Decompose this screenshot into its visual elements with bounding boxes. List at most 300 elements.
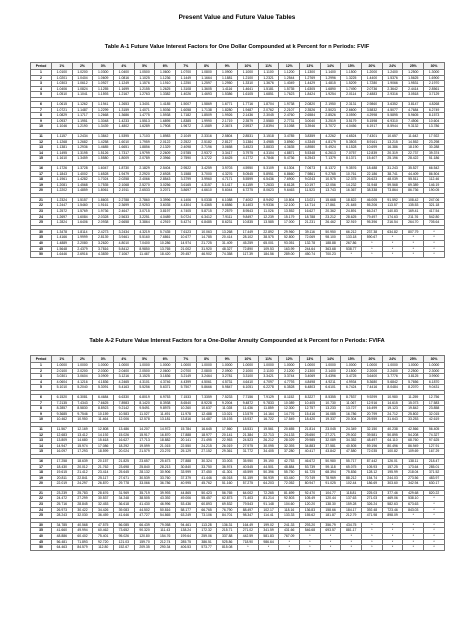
factor-cell: 24.215	[196, 443, 217, 449]
factor-cell: 4.6410	[238, 379, 259, 385]
factor-cell: 11.642	[403, 133, 424, 139]
factor-cell: 9.8975	[155, 406, 176, 412]
factor-cell: 10.980	[382, 394, 403, 400]
factor-cell: 1.3605	[196, 86, 217, 92]
factor-cell: 75.401	[93, 534, 114, 540]
factor-cell: 1.8061	[93, 188, 114, 194]
period-cell: 13	[31, 438, 52, 444]
factor-cell: 41.446	[196, 475, 217, 481]
factor-cell: 363.68	[320, 246, 341, 252]
table-a2	[30, 355, 445, 551]
factor-cell: 3.3744	[279, 374, 300, 380]
factor-cell: 9.9299	[362, 394, 383, 400]
factor-cell: 525.86	[217, 539, 238, 545]
factor-cell: 1.2625	[155, 86, 176, 92]
factor-cell: 4.2998	[362, 113, 383, 119]
period-cell: 35	[31, 235, 52, 241]
factor-cell: 218.47	[424, 458, 445, 464]
factor-cell: 293.20	[300, 522, 321, 528]
factor-cell: 237.38	[362, 229, 383, 235]
period-cell: 1	[31, 70, 52, 76]
factor-cell: 1.0609	[93, 75, 114, 81]
factor-cell: 12.916	[362, 400, 383, 406]
factor-cell: 6.2278	[258, 385, 279, 391]
period-cell: 20	[31, 188, 52, 194]
factor-cell: 32.089	[320, 438, 341, 444]
factor-cell: 55.457	[196, 496, 217, 502]
column-header: 15%	[341, 63, 362, 70]
factor-cell: 76.790	[217, 507, 238, 513]
factor-cell: 1.0000	[217, 363, 238, 369]
factor-cell: 55.511	[403, 177, 424, 183]
factor-cell: 16.645	[196, 426, 217, 432]
factor-cell: *	[403, 235, 424, 241]
factor-cell: 69.532	[217, 502, 238, 508]
factor-cell: 2.8526	[320, 113, 341, 119]
factor-cell: 109.53	[258, 246, 279, 252]
factor-cell: 1.0000	[155, 363, 176, 369]
factor-cell: 1.9254	[320, 92, 341, 98]
factor-cell: 2.4098	[176, 145, 197, 151]
factor-cell: 154.76	[155, 534, 176, 540]
column-header: 24%	[382, 356, 403, 363]
factor-cell: 11.436	[238, 406, 259, 412]
factor-cell: 2.1436	[238, 113, 259, 119]
factor-cell: 132.78	[300, 241, 321, 247]
factor-cell: 20.141	[217, 432, 238, 438]
factor-cell: 41.646	[114, 513, 135, 519]
factor-cell: *	[382, 235, 403, 241]
factor-cell: 5.0545	[238, 171, 259, 177]
factor-cell: 341.59	[258, 528, 279, 534]
factor-cell: 1.5395	[114, 133, 135, 139]
factor-cell: 2.3966	[155, 156, 176, 162]
factor-cell: 56.085	[114, 522, 135, 528]
factor-cell: 2.0300	[93, 368, 114, 374]
factor-cell: 406.53	[176, 545, 197, 551]
factor-cell: 271.03	[362, 496, 383, 502]
factor-cell: 56.765	[217, 490, 238, 496]
factor-cell: 8.2070	[403, 385, 424, 391]
factor-cell: 1.0303	[52, 81, 73, 87]
factor-cell: 32.015	[424, 411, 445, 417]
factor-cell: 4.1836	[93, 379, 114, 385]
factor-cell: 5.1598	[362, 118, 383, 124]
factor-cell: 17.560	[217, 426, 238, 432]
factor-cell: 1.5386	[217, 92, 238, 98]
factor-cell: 7.2135	[52, 400, 73, 406]
factor-cell: 9.2142	[114, 406, 135, 412]
factor-cell: 10.730	[320, 400, 341, 406]
factor-cell: 1.1881	[217, 75, 238, 81]
factor-cell: 31.409	[217, 241, 238, 247]
factor-cell: 60.462	[93, 528, 114, 534]
factor-cell: 92.720	[93, 539, 114, 545]
factor-cell: 23.414	[93, 470, 114, 476]
factor-cell: 1.2321	[258, 75, 279, 81]
factor-cell: 244.64	[300, 246, 321, 252]
factor-cell: 1.7317	[114, 150, 135, 156]
factor-cell: 28.102	[238, 235, 259, 241]
factor-cell: 1.8385	[176, 118, 197, 124]
factor-cell: 12.578	[134, 417, 155, 423]
factor-cell: 4.7684	[403, 107, 424, 113]
factor-cell: 98.100	[320, 235, 341, 241]
factor-cell: 26.019	[217, 443, 238, 449]
factor-cell: 1.0612	[72, 81, 93, 87]
factor-cell: 1.1941	[93, 101, 114, 107]
factor-cell: 29.960	[279, 229, 300, 235]
factor-cell: 24.891	[341, 209, 362, 215]
factor-cell: 59.196	[362, 443, 383, 449]
factor-cell: 3.7072	[320, 124, 341, 130]
factor-cell: 24.712	[382, 411, 403, 417]
factor-cell: 1.5460	[72, 203, 93, 209]
factor-cell: 8.6231	[217, 220, 238, 226]
factor-cell: 1.0406	[52, 86, 73, 92]
factor-cell: 3.0040	[300, 118, 321, 124]
column-header: Period	[31, 356, 52, 363]
factor-cell: 39.581	[362, 432, 383, 438]
factor-cell: 7.4506	[403, 118, 424, 124]
factor-cell: 11.067	[341, 400, 362, 406]
factor-cell: 2.4883	[362, 92, 383, 98]
factor-cell: 74.327	[424, 432, 445, 438]
factor-cell: 7.9129	[258, 394, 279, 400]
factor-cell: 14.680	[72, 438, 93, 444]
factor-cell: 109.69	[403, 449, 424, 455]
factor-cell: 4.6610	[196, 188, 217, 194]
factor-cell: 1.6010	[114, 139, 135, 145]
factor-cell: 3.8197	[155, 209, 176, 215]
factor-cell: 38.338	[362, 188, 383, 194]
factor-cell: 2.5633	[114, 214, 135, 220]
column-header: 12%	[279, 356, 300, 363]
factor-cell: 1.5007	[176, 101, 197, 107]
factor-cell: 30.324	[196, 458, 217, 464]
factor-cell: 3.1588	[176, 171, 197, 177]
factor-cell: 1.0400	[114, 70, 135, 76]
factor-cell: 73.652	[114, 528, 135, 534]
factor-cell: 10.286	[155, 241, 176, 247]
factor-cell: 6.6586	[217, 203, 238, 209]
factor-cell: 2.1000	[238, 368, 259, 374]
factor-cell: 7.0757	[341, 150, 362, 156]
factor-cell: 14.776	[279, 411, 300, 417]
factor-cell: 1.8856	[134, 145, 155, 151]
factor-cell: 64.002	[238, 490, 259, 496]
factor-cell: *	[362, 241, 383, 247]
factor-cell: 285.75	[176, 539, 197, 545]
factor-cell: 100.82	[382, 449, 403, 455]
factor-cell: 117.39	[238, 252, 259, 258]
period-cell: 4	[31, 379, 52, 385]
factor-cell: 21.384	[238, 432, 259, 438]
factor-cell: 1.5580	[93, 156, 114, 162]
factor-cell: 25.840	[134, 464, 155, 470]
factor-cell: 4.9934	[341, 379, 362, 385]
factor-cell: 18.420	[300, 417, 321, 423]
factor-cell: 225.03	[362, 490, 383, 496]
factor-cell: 1.7908	[155, 124, 176, 130]
factor-cell: 2.3000	[424, 368, 445, 374]
factor-cell: 2.1329	[155, 145, 176, 151]
factor-cell: 118.81	[341, 490, 362, 496]
factor-cell: 22.841	[72, 475, 93, 481]
factor-cell: 43.842	[320, 449, 341, 455]
factor-cell: 1.2763	[134, 92, 155, 98]
factor-cell: 1.9799	[134, 150, 155, 156]
factor-cell: 52.800	[279, 235, 300, 241]
factor-cell: *	[300, 534, 321, 540]
factor-cell: 72.890	[238, 246, 259, 252]
factor-cell: 146.19	[424, 182, 445, 188]
factor-cell: 15.416	[300, 411, 321, 417]
period-cell: 5	[31, 92, 52, 98]
factor-cell: 2.0700	[176, 368, 197, 374]
factor-cell: 31.969	[114, 490, 135, 496]
factor-cell: 12.169	[72, 426, 93, 432]
factor-cell: 120.20	[300, 502, 321, 508]
factor-cell: 3.2434	[114, 229, 135, 235]
factor-cell: 1.1249	[114, 81, 135, 87]
factor-cell: 1.7024	[93, 177, 114, 183]
period-cell: 15	[31, 449, 52, 455]
factor-cell: 10.761	[341, 171, 362, 177]
factor-cell: 1.1495	[52, 150, 73, 156]
factor-cell: 9.7833	[258, 400, 279, 406]
factor-cell: 1.0000	[403, 363, 424, 369]
factor-cell: 7.2633	[258, 182, 279, 188]
factor-cell: 5.0338	[196, 197, 217, 203]
factor-cell: 92.470	[300, 490, 321, 496]
table-a2-header-row	[31, 356, 445, 363]
factor-cell: 81.699	[279, 490, 300, 496]
factor-cell: 2.2788	[114, 197, 135, 203]
factor-cell: 1.9066	[382, 81, 403, 87]
factor-cell: 17.861	[320, 203, 341, 209]
factor-cell: 1.6305	[300, 86, 321, 92]
factor-cell: 2.5404	[155, 165, 176, 171]
column-header: 13%	[300, 63, 321, 70]
period-cell: 11	[31, 426, 52, 432]
period-cell: 10	[31, 124, 52, 130]
period-cell: 18	[31, 470, 52, 476]
factor-cell: 39.190	[258, 458, 279, 464]
factor-cell: 2.3642	[382, 86, 403, 92]
factor-cell: 1.1381	[52, 145, 73, 151]
factor-cell: 1.7490	[341, 86, 362, 92]
factor-cell: 29.778	[114, 481, 135, 487]
factor-cell: 1.0000	[52, 363, 73, 369]
factor-cell: *	[320, 539, 341, 545]
factor-cell: 91.148	[258, 502, 279, 508]
factor-cell: 13.816	[176, 417, 197, 423]
factor-cell: 17.000	[279, 220, 300, 226]
factor-cell: 2.0122	[155, 139, 176, 145]
factor-cell: 3.9703	[217, 165, 238, 171]
factor-cell: 23.698	[114, 464, 135, 470]
factor-cell: 1.7103	[134, 133, 155, 139]
column-header: 2%	[72, 356, 93, 363]
factor-cell: 13.585	[258, 220, 279, 226]
factor-cell: 1.8983	[155, 133, 176, 139]
factor-cell: 1.4693	[196, 92, 217, 98]
factor-cell: 18.488	[362, 165, 383, 171]
factor-cell: 630.17	[424, 481, 445, 487]
factor-cell: 32.393	[279, 443, 300, 449]
factor-cell: 573.77	[196, 545, 217, 551]
factor-cell: 1.7138	[196, 107, 217, 113]
factor-cell: 1.6446	[52, 252, 73, 258]
factor-cell: *	[258, 545, 279, 551]
factor-cell: 11.259	[403, 394, 424, 400]
factor-cell: 120.80	[134, 534, 155, 540]
factor-cell: 3.9960	[196, 177, 217, 183]
factor-cell: 56.481	[52, 539, 73, 545]
factor-cell: 22.737	[403, 150, 424, 156]
factor-cell: *	[382, 522, 403, 528]
factor-cell: 590.67	[362, 235, 383, 241]
factor-cell: 3.0301	[52, 374, 73, 380]
factor-cell: 12.488	[196, 411, 217, 417]
factor-cell: 4.0604	[52, 379, 73, 385]
factor-cell: 634.82	[382, 229, 403, 235]
factor-cell: 11.028	[217, 406, 238, 412]
factor-cell: 21.814	[300, 426, 321, 432]
factor-cell: 1.2936	[72, 145, 93, 151]
factor-cell: 4.3839	[93, 252, 114, 258]
factor-cell: 29.457	[176, 252, 197, 258]
factor-cell: 94.461	[176, 522, 197, 528]
factor-cell: 5.6371	[155, 385, 176, 391]
column-header: 25%	[403, 63, 424, 70]
factor-cell: 1.2824	[52, 220, 73, 226]
factor-cell: 10.637	[196, 406, 217, 412]
factor-cell: 18.788	[300, 214, 321, 220]
factor-cell: 23.657	[134, 458, 155, 464]
column-header: 6%	[155, 63, 176, 70]
factor-cell: 48.327	[217, 246, 238, 252]
factor-cell: 2.0200	[72, 368, 93, 374]
factor-cell: 2.3131	[341, 101, 362, 107]
factor-cell: 13.486	[114, 426, 135, 432]
factor-cell: 24.523	[238, 438, 259, 444]
factor-cell: 36.786	[155, 481, 176, 487]
factor-cell: 15.974	[72, 443, 93, 449]
factor-cell: 17.713	[134, 438, 155, 444]
factor-cell: 45.762	[196, 481, 217, 487]
factor-cell: 28.213	[155, 464, 176, 470]
factor-cell: 32.030	[72, 513, 93, 519]
factor-cell: 1.4166	[52, 235, 73, 241]
factor-cell: 138.11	[403, 458, 424, 464]
period-cell: 20	[31, 481, 52, 487]
factor-cell: 3.3799	[176, 177, 197, 183]
factor-cell: 72.265	[258, 490, 279, 496]
factor-cell: 1.4026	[176, 92, 197, 98]
factor-cell: 1.1236	[155, 75, 176, 81]
factor-cell: 2.2500	[403, 368, 424, 374]
factor-cell: 4.2465	[114, 379, 135, 385]
factor-cell: 5.6842	[382, 379, 403, 385]
factor-cell: 1.0000	[279, 363, 300, 369]
period-cell: 30	[31, 229, 52, 235]
factor-cell: 20.414	[217, 235, 238, 241]
factor-cell: 2.7196	[196, 145, 217, 151]
factor-cell: 38.505	[134, 496, 155, 502]
factor-cell: 38.575	[258, 235, 279, 241]
factor-cell: 1.0000	[424, 363, 445, 369]
factor-cell: 10.604	[424, 118, 445, 124]
factor-cell: 26.973	[52, 507, 73, 513]
factor-cell: 1.1726	[52, 165, 73, 171]
factor-cell: 1.2697	[52, 214, 73, 220]
factor-cell: 6.8019	[134, 394, 155, 400]
factor-cell: 184.56	[258, 252, 279, 258]
factor-cell: 2.0789	[134, 156, 155, 162]
factor-cell: 65.001	[258, 241, 279, 247]
factor-cell: 13.809	[52, 438, 73, 444]
factor-cell: 9.8497	[238, 214, 259, 220]
factor-cell: 1.0000	[72, 363, 93, 369]
factor-cell: 10.462	[52, 417, 73, 423]
column-header: 4%	[114, 63, 135, 70]
factor-cell: 22.892	[258, 229, 279, 235]
factor-cell: 27.152	[196, 449, 217, 455]
factor-cell: 12.006	[114, 417, 135, 423]
factor-cell: 42.566	[403, 426, 424, 432]
factor-cell: 138.30	[320, 502, 341, 508]
factor-cell: *	[279, 539, 300, 545]
factor-cell: 6.2543	[300, 156, 321, 162]
factor-cell: 4.1406	[176, 197, 197, 203]
factor-cell: 74.358	[217, 252, 238, 258]
factor-cell: 2.4760	[279, 113, 300, 119]
factor-cell: 1.6105	[238, 92, 259, 98]
factor-cell: 51.186	[424, 156, 445, 162]
table-row	[31, 252, 445, 258]
factor-cell: 807.79	[403, 229, 424, 235]
factor-cell: 2.8139	[93, 235, 114, 241]
factor-cell: 9.6463	[279, 188, 300, 194]
factor-cell: 34.248	[114, 496, 135, 502]
factor-cell: 5.5348	[300, 150, 321, 156]
factor-cell: *	[424, 252, 445, 258]
factor-cell: 1.0000	[341, 363, 362, 369]
factor-cell: 34.785	[52, 522, 73, 528]
factor-cell: 42.619	[424, 417, 445, 423]
factor-cell: 30.537	[93, 496, 114, 502]
factor-cell: 27.888	[176, 458, 197, 464]
factor-cell: 1.5938	[155, 113, 176, 119]
factor-cell: 6.6330	[114, 394, 135, 400]
factor-cell: 13.727	[341, 406, 362, 412]
factor-cell: 3.5179	[341, 118, 362, 124]
factor-cell: 1.0000	[93, 363, 114, 369]
factor-cell: 1.0000	[362, 363, 383, 369]
factor-cell: 2.2522	[176, 139, 197, 145]
factor-cell: 46.996	[155, 502, 176, 508]
factor-cell: 36.974	[217, 464, 238, 470]
factor-cell: 25.959	[362, 417, 383, 423]
factor-cell: 18.882	[155, 438, 176, 444]
factor-cell: *	[424, 507, 445, 513]
factor-cell: 40.505	[341, 443, 362, 449]
factor-cell: 2.1970	[424, 81, 445, 87]
factor-cell: 6.9753	[155, 394, 176, 400]
column-header: 30%	[424, 63, 445, 70]
